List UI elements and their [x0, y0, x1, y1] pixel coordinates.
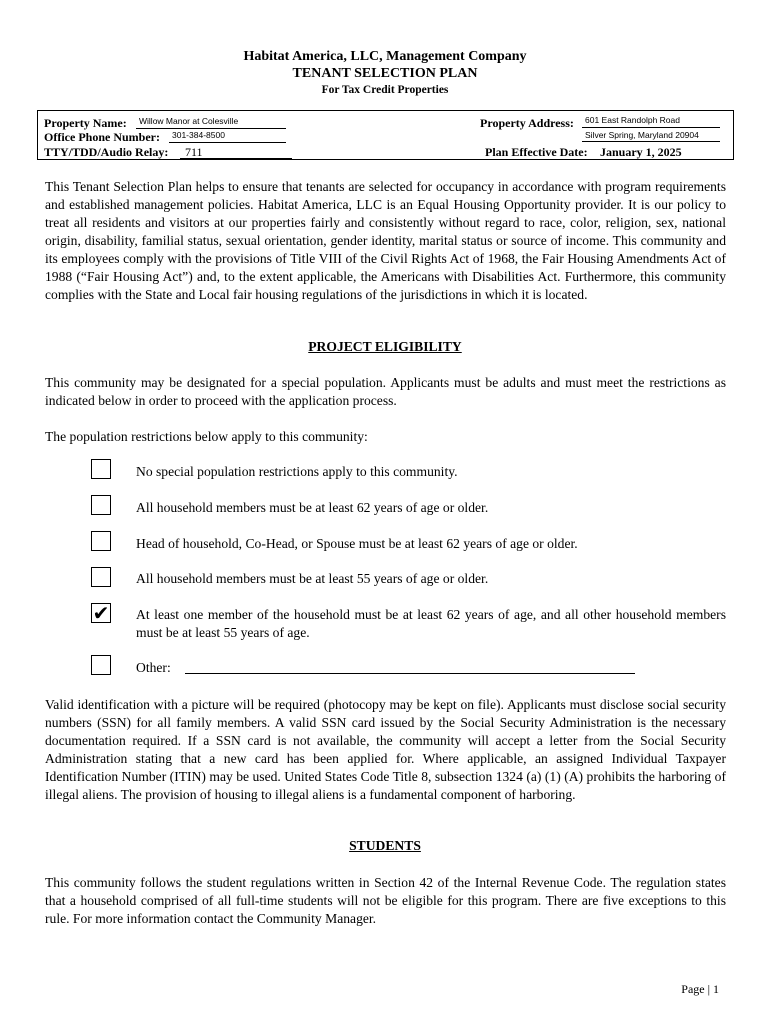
document-subtitle: For Tax Credit Properties	[321, 84, 449, 96]
tty-label: TTY/TDD/Audio Relay:	[44, 145, 169, 159]
checkbox-all-55[interactable]	[91, 567, 111, 587]
property-address-label: Property Address:	[480, 116, 574, 130]
office-phone-label: Office Phone Number:	[44, 130, 160, 144]
address-line2-underline	[582, 141, 720, 142]
checkbox-all-62[interactable]	[91, 495, 111, 515]
effective-date-label: Plan Effective Date:	[485, 145, 588, 159]
option-label: All household members must be at least 62 years of age or older.	[136, 500, 489, 515]
tty-value: 711	[185, 145, 203, 159]
office-phone-underline	[169, 142, 286, 143]
option-label: No special population restrictions apply to this community.	[136, 464, 458, 479]
effective-date-value: January 1, 2025	[600, 145, 682, 159]
option-label: At least one member of the household must be at least 62 years of age, and all other household members must be at least 55 years of age.	[136, 607, 726, 640]
students-heading: STUDENTS	[349, 838, 421, 853]
check-mark-icon: ✔	[92, 601, 110, 625]
identification-paragraph: Valid identification with a picture will be required (photocopy may be kept on file). Applicants must disclose social security numbers (SSN) for all family members. A valid SSN card issued by the Social Security Administration is the necessary documentation required. If a SSN card is not available, the community will accept a letter from the Social Security Administration stating that a new card has been applied for. Where applicable, an assigned Individual Taxpayer Identification Number (ITIN) may be used. United States Code Title 8, subsection 1324 (a) (1) (A) prohibits the harboring of illegal aliens. The provision of housing to illegal aliens is a fundamental component of harboring.	[45, 697, 726, 802]
property-address-line2: Silver Spring, Maryland 20904	[585, 130, 699, 140]
restrictions-intro: The population restrictions below apply to this community:	[45, 429, 368, 444]
option-label: Head of household, Co-Head, or Spouse must be at least 62 years of age or older.	[136, 536, 578, 551]
document-title: TENANT SELECTION PLAN	[292, 66, 478, 81]
intro-paragraph: This Tenant Selection Plan helps to ensure that tenants are selected for occupancy in accordance with program requirements and established management policies. Habitat America, LLC is an Equal Housing Opportunity provider. It is our policy to treat all residents and visitors at our properties fairly and consistently without regard to race, color, religion, sex, national origin, disability, familial status, sexual orientation, gender identity, marital status or source of income. This community and its employees comply with the provisions of Title VIII of the Civil Rights Act of 1968, the Fair Housing Amendments Act of 1988 (“Fair Housing Act”) and, to the extent applicable, the Americans with Disabilities Act. Furthermore, this community complies with the State and Local fair housing regulations of the jurisdictions in which it is located.	[45, 179, 726, 302]
eligibility-paragraph: This community may be designated for a special population. Applicants must be adults and must meet the restrictions as indicated below in order to proceed with the application process.	[45, 375, 726, 408]
checkbox-one-62-others-55[interactable]	[91, 603, 111, 623]
property-name-label: Property Name:	[44, 116, 127, 130]
property-name-value: Willow Manor at Colesville	[139, 116, 239, 126]
students-paragraph: This community follows the student regulations written in Section 42 of the Internal Revenue Code. The regulation states that a household comprised of all full-time students will not be eligible for this program. There are five exceptions to this rule. For more information contact the Community Manager.	[45, 875, 726, 926]
page-number: Page | 1	[681, 982, 719, 996]
property-name-underline	[136, 128, 286, 129]
office-phone-value: 301-384-8500	[172, 130, 225, 140]
other-underline[interactable]	[185, 673, 635, 674]
eligibility-heading: PROJECT ELIGIBILITY	[308, 339, 462, 354]
checkbox-other[interactable]	[91, 655, 111, 675]
checkbox-head-62[interactable]	[91, 531, 111, 551]
address-line1-underline	[582, 127, 720, 128]
option-label: Other:	[136, 660, 171, 675]
property-address-line1: 601 East Randolph Road	[585, 115, 680, 125]
checkbox-no-restrictions[interactable]	[91, 459, 111, 479]
property-info-box	[37, 110, 734, 160]
option-label: All household members must be at least 55 years of age or older.	[136, 571, 489, 586]
company-name: Habitat America, LLC, Management Company	[243, 49, 527, 64]
